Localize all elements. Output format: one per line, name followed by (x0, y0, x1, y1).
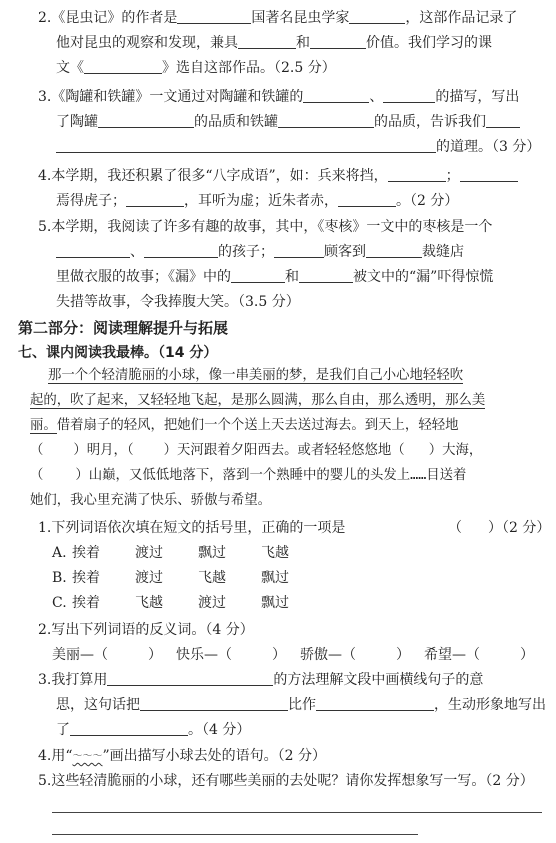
underlined-sentence: 丽。 (30, 418, 57, 433)
option-word: 挨着 (72, 595, 100, 611)
q3-line-1 (38, 87, 519, 107)
answer-blank[interactable] (56, 138, 436, 153)
paren-close: ） (272, 647, 286, 663)
answer-blank[interactable] (388, 167, 446, 182)
answer-blank[interactable] (303, 88, 369, 103)
q5-line-3 (56, 267, 493, 287)
option-label: C. (52, 595, 67, 611)
answer-blank[interactable] (231, 268, 285, 283)
q2-text: 》选自这部作品。（2.5 分） (162, 60, 336, 76)
wavy-line-icon: ～～～ (72, 751, 103, 762)
antonym-prompt: 快乐—（ (176, 647, 232, 663)
q5-text: 被文中的“漏”吓得惊慌 (353, 269, 494, 285)
writing-line-2[interactable] (52, 834, 418, 835)
paren-blank[interactable] (405, 442, 429, 456)
q2-text: 2.《昆虫记》的作者是 (38, 10, 178, 26)
sq2-items (52, 645, 534, 665)
paren-open: （ (30, 443, 44, 458)
passage-text: 借着扇子的轻风，把她们一个个送上天去送过海去。到天上，轻轻地 (56, 418, 459, 433)
option-word: 飘过 (261, 570, 289, 586)
q5-text: 裁缝店 (422, 244, 464, 260)
option-word: 渡过 (135, 545, 163, 561)
passage-text: ）大海， (428, 443, 483, 458)
answer-blank[interactable] (383, 88, 435, 103)
answer-blank[interactable] (338, 192, 396, 207)
answer-blank[interactable] (366, 243, 422, 258)
q3-line-2 (56, 112, 520, 132)
q3-text: 的品质和铁罐 (194, 114, 278, 130)
sq3-line-3 (56, 720, 250, 740)
option-word: 飞越 (135, 595, 163, 611)
q4-line-1 (38, 166, 518, 186)
q2-text: 他对昆虫的观察和发现，兼具 (56, 35, 238, 51)
part-2-heading: 第二部分：阅读理解提升与拓展 (18, 319, 229, 337)
q2-text: ，这部作品记录了 (405, 10, 518, 26)
passage-line-5 (30, 466, 466, 486)
answer-blank[interactable] (84, 59, 162, 74)
sq3-text: ，生动形象地写出 (434, 697, 546, 713)
option-word: 飞越 (198, 570, 226, 586)
sq1-option-b[interactable] (52, 568, 321, 588)
paren-close: ） (148, 647, 162, 663)
passage-text: ）天河跟着夕阳西去。或者轻轻悠悠地（ (163, 443, 405, 458)
passage-line-3 (30, 416, 459, 436)
sq3-line-2 (56, 695, 546, 715)
answer-blank[interactable] (70, 721, 188, 736)
writing-line-1[interactable] (52, 812, 542, 813)
answer-blank[interactable] (140, 696, 288, 711)
paren-blank[interactable] (43, 467, 75, 481)
option-word: 飞越 (261, 545, 289, 561)
paren-close: ） (488, 520, 502, 536)
q5-text: 和 (285, 269, 299, 285)
score: （2 分） (502, 520, 551, 536)
sq1-text: 1.下列词语依次填在短文的括号里，正确的一项是 (38, 520, 346, 536)
option-word: 渡过 (198, 595, 226, 611)
q4-text: 焉得虎子； (56, 193, 126, 209)
q5-text: 顾客到 (324, 244, 366, 260)
answer-blank[interactable] (486, 113, 520, 128)
paren-blank[interactable] (134, 442, 164, 456)
q2-text: 价值。我们学习的课 (366, 35, 492, 51)
sq3-text: 比作 (288, 697, 316, 713)
q2-line-2 (56, 33, 492, 53)
q5-line-2 (56, 242, 464, 262)
answer-blank[interactable] (460, 167, 518, 182)
q3-text: 、 (369, 89, 384, 105)
option-word: 挨着 (72, 545, 100, 561)
q3-line-3 (56, 137, 540, 157)
q4-text: ，耳听为虚；近朱者赤， (184, 193, 338, 209)
sq1-stem (38, 518, 345, 538)
passage-text: ）山巅，又低低地落下，落到一个熟睡中的婴儿的头发上……目送着 (75, 468, 467, 483)
q5-line-4 (56, 292, 300, 312)
q3-text: 的道理。（3 分） (436, 139, 541, 155)
q3-text: 的品质，告诉我们 (374, 114, 486, 130)
option-label: A. (52, 545, 67, 561)
option-word: 渡过 (135, 570, 163, 586)
passage-line-2 (30, 391, 485, 411)
antonym-prompt: 骄傲—（ (300, 647, 356, 663)
passage-text: ）明月，（ (73, 443, 134, 458)
q2-line-1 (38, 8, 517, 28)
q3-text: 的描写，写出 (435, 89, 520, 105)
q3-text: 了陶罐 (56, 114, 98, 130)
passage-line-4 (30, 441, 482, 461)
sq2-stem: 2.写出下列词语的反义词。（4 分） (38, 622, 254, 638)
answer-blank[interactable] (56, 243, 130, 258)
section-7-heading: 七、课内阅读我最棒。（14 分） (18, 345, 218, 361)
q5-line-1 (38, 217, 492, 237)
answer-blank[interactable] (299, 268, 353, 283)
sq4-line (38, 746, 326, 767)
q5-text: 失措等故事，令我捧腹大笑。（3.5 分） (56, 294, 300, 310)
answer-blank[interactable] (98, 113, 194, 128)
answer-blank[interactable] (177, 9, 251, 24)
sq1-option-c[interactable] (52, 593, 321, 613)
sq1-option-a[interactable] (52, 543, 321, 563)
option-word: 挨着 (72, 570, 100, 586)
q5-text: 、 (130, 244, 144, 260)
q2-text: 国著名昆虫学家 (251, 10, 350, 26)
option-word: 飘过 (198, 545, 226, 561)
antonym-prompt: 美丽—（ (52, 647, 108, 663)
sq3-text: 思，这句话把 (56, 697, 140, 713)
answer-blank[interactable] (107, 671, 273, 686)
sq5-stem: 5.这些轻清脆丽的小球，还有哪些美丽的去处呢？请你发挥想象写一写。（2 分） (38, 773, 534, 789)
sq3-text: 。（4 分） (188, 722, 251, 738)
q4-line-2 (56, 191, 458, 211)
paren-close: ） (396, 647, 410, 663)
answer-blank[interactable] (144, 243, 218, 258)
paren-close: ） (520, 647, 534, 663)
q4-text: ； (445, 168, 460, 184)
sq4-text: 4.用“ (38, 748, 73, 764)
q5-text: 5.本学期，我阅读了许多有趣的故事，其中，《枣核》一文中的枣核是一个 (38, 219, 493, 235)
sq3-text: 了 (56, 722, 70, 738)
q3-text: 3.《陶罐和铁罐》一文通过对陶罐和铁罐的 (38, 89, 304, 105)
q2-line-3 (56, 58, 336, 78)
underlined-sentence: 起的，吹了起来，又轻轻地飞起，是那么圆满，那么自由，那么透明，那么美 (30, 393, 486, 408)
passage-text: 她们，我心里充满了快乐、骄傲与希望。 (30, 493, 272, 508)
option-label: B. (52, 570, 67, 586)
answer-blank[interactable] (126, 192, 184, 207)
q4-text: 4.本学期，我还积累了很多“八字成语”，如：兵来将挡， (38, 168, 388, 184)
answer-blank[interactable] (316, 696, 434, 711)
sq3-text: 3.我打算用 (38, 672, 108, 688)
sq4-text: ”画出描写小球去处的语句。（2 分） (102, 748, 327, 764)
q5-text: 里做衣服的故事；《漏》中的 (56, 269, 231, 285)
q2-text: 文《 (56, 60, 84, 76)
answer-blank[interactable] (238, 34, 296, 49)
paren-open: （ (30, 468, 44, 483)
answer-blank[interactable] (310, 34, 366, 49)
sq3-text: 的方法理解文段中画横线句子的意 (273, 672, 484, 688)
q4-text: 。（2 分） (396, 193, 459, 209)
answer-blank[interactable] (278, 113, 374, 128)
answer-blank[interactable] (349, 9, 405, 24)
paren-open: （ (448, 520, 462, 536)
option-word: 飘过 (261, 595, 289, 611)
passage-line-1 (48, 366, 463, 386)
underlined-sentence: 那一个个轻清脆丽的小球，像一串美丽的梦，是我们自己小心地轻轻吹 (48, 368, 464, 383)
sq3-line-1 (38, 670, 483, 690)
q5-text: 的孩子； (218, 244, 274, 260)
passage-line-6 (30, 491, 271, 511)
paren-blank[interactable] (43, 442, 73, 456)
antonym-prompt: 希望—（ (424, 647, 480, 663)
q2-text: 和 (296, 35, 310, 51)
sq1-answer-paren[interactable] (448, 518, 550, 538)
answer-blank[interactable] (274, 243, 324, 258)
